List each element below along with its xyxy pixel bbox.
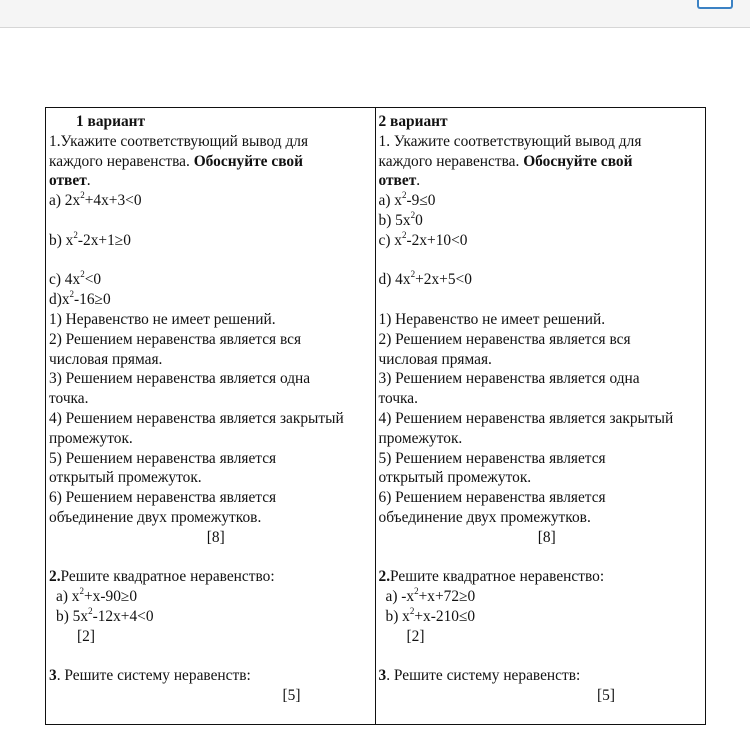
variant-title: 1 вариант — [76, 113, 146, 130]
task2-number: 2. — [378, 568, 391, 586]
task1-intro-line3 — [379, 171, 704, 191]
inequality-d: d) $4x^2+2x+5<0$ — [378, 269, 472, 289]
option-3-line1: 3) Решением неравенства является одна — [49, 370, 311, 388]
inequality-b: b) $x^2-2x+1\ge 0$ — [49, 229, 131, 249]
task1-intro-line2 — [49, 152, 373, 172]
variant-title: 2 вариант — [378, 113, 448, 130]
task1-intro-line1: 1.Укажите соответствующий вывод для — [49, 132, 309, 150]
task3-number: 3 — [378, 667, 387, 685]
option-4-line2: промежуток. — [49, 429, 133, 447]
option-3-line2: точка. — [378, 390, 418, 408]
task2-heading — [379, 567, 704, 587]
option-5-line1: 5) Решением неравенства является — [49, 449, 277, 467]
option-2-line2: числовая прямая. — [49, 350, 163, 368]
task3-score: [5] — [597, 687, 615, 705]
option-5-line1: 5) Решением неравенства является — [378, 449, 606, 467]
variant-2-column — [376, 108, 706, 724]
option-3-line1: 3) Решением неравенства является одна — [378, 370, 640, 388]
task1-score: [8] — [537, 528, 556, 546]
task1-intro-line1: 1. Укажите соответствующий вывод для — [378, 132, 642, 150]
task3-heading — [379, 666, 704, 686]
option-1: 1) Неравенство не имеет решений. — [378, 310, 606, 328]
inequality-a: a) $x^2-9\le 0$ — [378, 190, 436, 210]
task3-score: [5] — [282, 687, 301, 705]
task2-score: [2] — [406, 627, 425, 645]
task1-intro-bold-answer: ответ — [49, 172, 87, 190]
task3-heading — [49, 666, 373, 686]
task2-text: Решите квадратное неравенство: — [390, 568, 605, 586]
task2-score: [2] — [77, 627, 95, 645]
inequality-c: c) $x^2-2x+10<0$ — [378, 229, 468, 249]
task3-text: . Решите систему неравенств: — [56, 667, 251, 685]
task2-a: a) $x^2+x-90\ge 0$ — [56, 586, 138, 606]
task1-intro-dot: . — [86, 172, 91, 190]
corner-button[interactable] — [697, 0, 733, 9]
worksheet-table — [45, 107, 706, 725]
option-4-line1: 4) Решением неравенства является закрытый — [49, 409, 344, 427]
top-toolbar — [0, 0, 750, 28]
option-6-line2: объединение двух промежутков. — [49, 508, 262, 526]
variant-1-column — [46, 108, 376, 724]
task1-intro-line2 — [379, 152, 704, 172]
task1-score: [8] — [206, 528, 225, 546]
option-1: 1) Неравенство не имеет решений. — [49, 310, 276, 328]
option-4-line1: 4) Решением неравенства является закрытый — [378, 409, 674, 427]
task2-number: 2. — [49, 568, 61, 586]
option-2-line1: 2) Решением неравенства является вся — [49, 330, 302, 348]
inequality-b: b) $5x^20$ — [378, 209, 423, 229]
inequality-d: $d)x^2-16\ge 0$ — [49, 289, 111, 309]
inequality-c: c) $4x^2<0$ — [49, 269, 102, 289]
task2-b: b) $x^2+x-210\le 0$ — [385, 605, 476, 625]
option-5-line2: открытый промежуток. — [378, 469, 532, 487]
option-5-line2: открытый промежуток. — [49, 469, 202, 487]
task1-intro-text: каждого неравенства. — [49, 152, 194, 170]
option-2-line1: 2) Решением неравенства является вся — [378, 330, 631, 348]
task1-intro-bold-answer: ответ — [378, 172, 417, 190]
task3-number: 3 — [49, 667, 57, 685]
task1-intro-bold: Обоснуйте свой — [193, 152, 303, 170]
task2-text: Решите квадратное неравенство: — [60, 568, 275, 586]
task2-heading — [49, 567, 373, 587]
task3-text: . Решите систему неравенств: — [386, 667, 581, 685]
task1-intro-line3 — [49, 171, 373, 191]
option-6-line1: 6) Решением неравенства является — [49, 489, 277, 507]
option-6-line2: объединение двух промежутков. — [378, 508, 591, 526]
option-4-line2: промежуток. — [378, 429, 463, 447]
option-6-line1: 6) Решением неравенства является — [378, 489, 606, 507]
inequality-a: a) $2x^2+4x+3<0$ — [49, 190, 142, 210]
task1-intro-bold: Обоснуйте свой — [523, 152, 633, 170]
task2-b: b) $5x^2-12x+4<0$ — [56, 605, 154, 625]
task2-a: a) $-x^2+x+72\ge 0$ — [385, 586, 476, 606]
option-2-line2: числовая прямая. — [378, 350, 492, 368]
task1-intro-dot: . — [416, 172, 421, 190]
option-3-line2: точка. — [49, 390, 89, 408]
task1-intro-text: каждого неравенства. — [378, 152, 524, 170]
